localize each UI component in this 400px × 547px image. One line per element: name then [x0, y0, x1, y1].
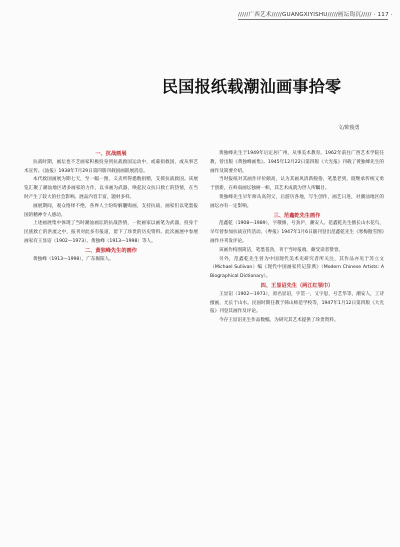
section-heading: 四、王显诏先生（两江红领巾） — [260, 282, 334, 289]
header-rule — [238, 19, 388, 20]
paragraph: 抗战时期，画坛也不乏画家积极投身到抗战救国运动中，或募捐救国，或从事艺术宣传。《汕报》1938年7月29日第四版刊载国画联展消息。 — [24, 159, 198, 174]
section-heading: 一、抗战画展 — [95, 151, 127, 157]
paragraph: 当时报纸对其画作评价颇高，认为其画风清新脱俗，笔墨老到，既继承传统又勇于创新，在岭南画坛独树一帜，其艺术成就为世人所瞩目。 — [210, 177, 384, 192]
article-title: 民国报纸载潮汕画事拾零 — [162, 77, 342, 96]
paragraph: 黄独峰先生于1949年后定居广州，从事美术教育。1962年前往广西艺术学院任教，曾出版《黄独峰画集》。1945年12月22日第四版《大光报》刊载了黄独峰先生的画作及简要介绍。 — [210, 151, 384, 174]
section-heading: 三、范鑫乾先生画作 — [273, 212, 321, 219]
section-heading: 二、黄独峰先生的画作 — [85, 247, 137, 254]
paragraph: 该画作构图简洁，笔墨苍劲，刊于当时报端，颇受读者赞誉。 — [219, 247, 344, 253]
running-header: /////广西艺术/////GUANGXIYISHU/////画坛钩沉///// · 117 · — [238, 12, 393, 18]
paragraph: 本代救国画展为期七天，至一幅一图，义卖所得悉数捐赠，支援抗战救国。该展览汇聚了潮汕地区诸多画家的力作，以书画为武器，唤起民众抗日救亡的热情，在当时产生了较大的社会影响。展品内容丰富，题材多样。 — [24, 177, 198, 200]
paragraph: 范鑫乾（1908—1989），字敬修，号劲庐，潮安人。范鑫乾先生擅长山水花鸟，早年曾参加抗战宣传活动。《粤报》1947年1月6日副刊登出范鑫乾先生《寒梅傲雪图》画作并刊发评论。 — [210, 221, 384, 244]
left-column — [24, 150, 198, 264]
paragraph: 另外，范鑫乾先生曾为中国现代美术史研究者所关注，其作品亦见于苏立文（Michael Sullivan）编《现代中国画家传记辞典》（Modern Chinese Artists: A Biographical Dictionary）。 — [210, 256, 384, 280]
paragraph: 今存王显诏先生作品数幅，为研究其艺术提供了珍贵资料。 — [219, 318, 339, 324]
paragraph: 黄独峰先生早年师从高剑父，后游历各地，写生创作，画艺日进，对潮汕地区的画坛亦有一定影响。 — [210, 194, 384, 209]
paragraph: 上述画展集中体现了当时潮汕画坛的抗战热情，一批画家以画笔为武器，投身于民族救亡的洪流之中，报刊对此多有报道，留下了珍贵的历史资料。此次画展中参展画家有王显诏（1902—1973）、黄独峰（1913—1998）等人。 — [24, 221, 198, 244]
paragraph: 画展期间，观众络绎不绝，各界人士纷纷解囊购画，支持抗战，画家们以笔墨报国的精神令人感动。 — [24, 203, 198, 218]
paragraph: 黄独峰（1913—1998），广东揭阳人。 — [33, 256, 114, 262]
paragraph: 王显诏（1902—1973），原名显诏，字贯一，又字思，号艺华等，潮安人，工诗擅画，尤长于山水。民国时期任教于韩山师范学校等，1947年1月12日第四版《大光报》刊登其画作及评论。 — [210, 291, 384, 315]
article-author: 文/欧俊勇 — [338, 125, 360, 131]
right-column — [210, 150, 384, 326]
